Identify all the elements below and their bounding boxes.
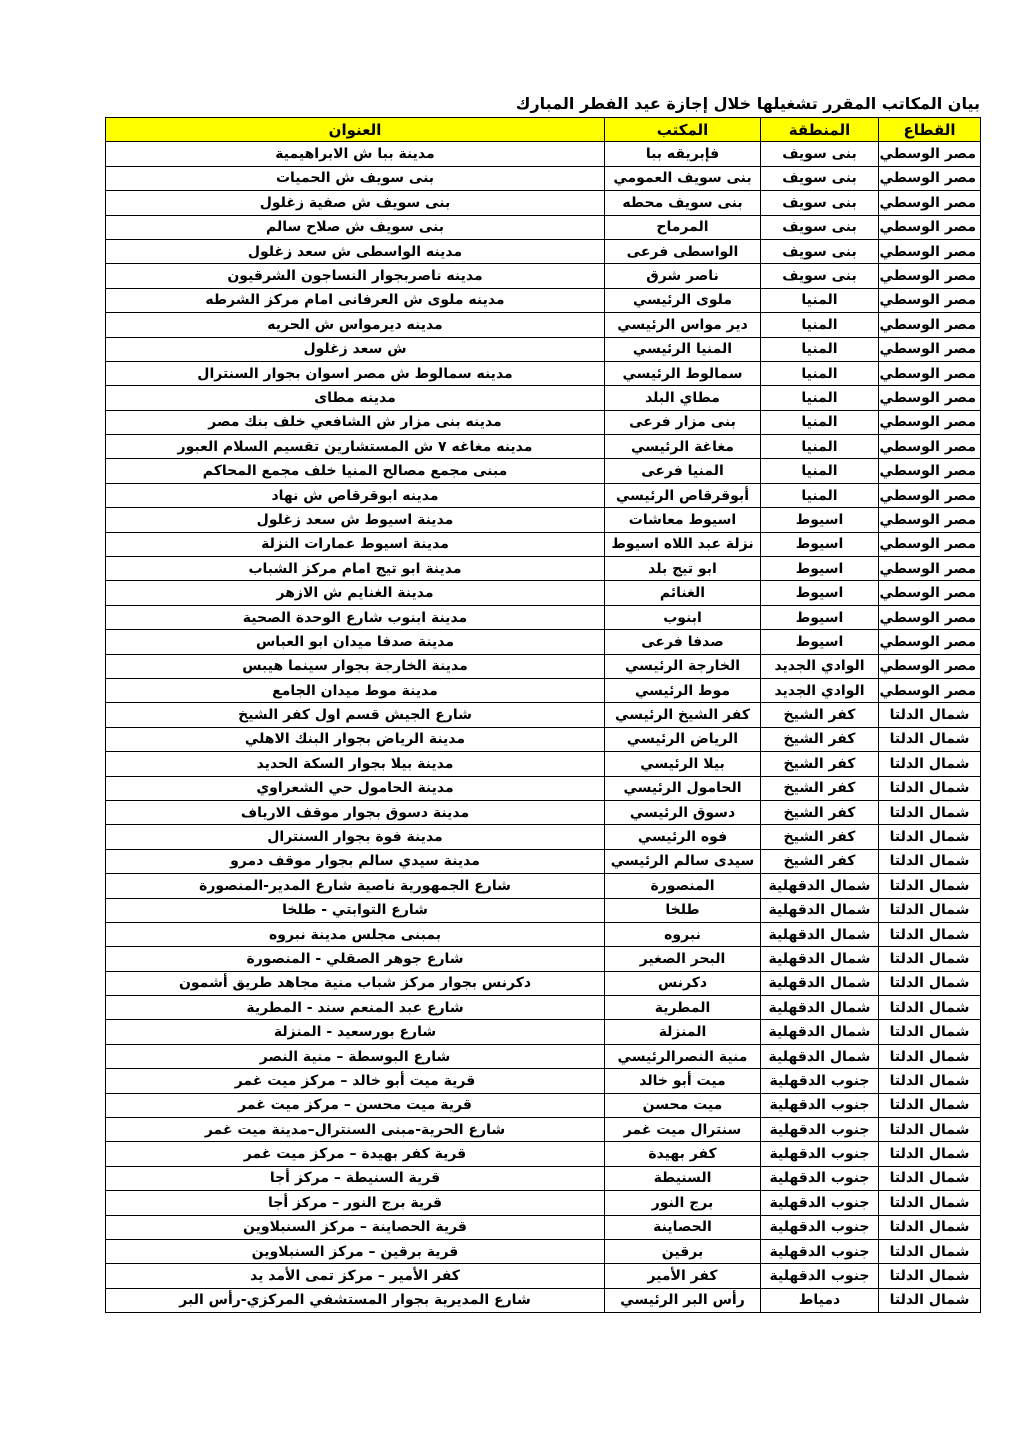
cell-office: مغاغة الرئيسي [605,435,761,459]
cell-office: البحر الصغير [605,947,761,971]
table-row [106,166,981,190]
cell-office: الغنائم [605,581,761,605]
cell-sector: مصر الوسطي [879,215,981,239]
cell-address: قرية ميت محسن – مركز ميت غمر [106,1093,605,1117]
cell-region: دمياط [761,1288,879,1312]
cell-sector: مصر الوسطي [879,264,981,288]
cell-region: بنى سويف [761,191,879,215]
cell-sector: مصر الوسطي [879,166,981,190]
cell-address: مدينة سيدي سالم بجوار موقف دمرو [106,849,605,873]
cell-region: جنوب الدقهلية [761,1239,879,1263]
cell-address: مدينة الغنايم ش الازهر [106,581,605,605]
cell-address: مدينة الخارجة بجوار سينما هيبس [106,654,605,678]
table-row [106,1166,981,1190]
cell-address: مدينة بيلا بجوار السكة الحديد [106,752,605,776]
cell-office: برج النور [605,1191,761,1215]
table-row [106,1020,981,1044]
cell-region: كفر الشيخ [761,849,879,873]
cell-sector: شمال الدلتا [879,800,981,824]
cell-office: كفر الأمير [605,1264,761,1288]
cell-office: دكرنس [605,971,761,995]
cell-sector: مصر الوسطي [879,532,981,556]
cell-address: مدينة اسيوط ش سعد زغلول [106,508,605,532]
cell-region: اسيوط [761,557,879,581]
table-row [106,849,981,873]
cell-sector: شمال الدلتا [879,1118,981,1142]
cell-sector: شمال الدلتا [879,727,981,751]
cell-office: المطرية [605,996,761,1020]
column-header-sector: القطاع [879,118,981,142]
cell-address: مدينة ابو تيج امام مركز الشباب [106,557,605,581]
table-row [106,410,981,434]
cell-office: برقين [605,1239,761,1263]
cell-address: قرية برج النور – مركز أجا [106,1191,605,1215]
cell-sector: مصر الوسطي [879,142,981,166]
cell-sector: مصر الوسطي [879,239,981,263]
cell-sector: شمال الدلتا [879,1239,981,1263]
cell-sector: شمال الدلتا [879,849,981,873]
table-row [106,825,981,849]
cell-address: مدينه ملوى ش العرفانى امام مركز الشرطه [106,288,605,312]
cell-address: شارع الحرية-مبنى السنترال–مدينة ميت غمر [106,1118,605,1142]
cell-sector: شمال الدلتا [879,1215,981,1239]
table-row [106,703,981,727]
cell-sector: مصر الوسطي [879,191,981,215]
table-row [106,1239,981,1263]
cell-office: فوه الرئيسي [605,825,761,849]
cell-address: مدينه ناصربجوار النساجون الشرقيون [106,264,605,288]
cell-office: بنى مزار فرعى [605,410,761,434]
cell-address: شارع المديرية بجوار المستشفي المركزي-رأس البر [106,1288,605,1312]
table-row [106,215,981,239]
table-row [106,337,981,361]
cell-office: المرماح [605,215,761,239]
cell-sector: مصر الوسطي [879,605,981,629]
cell-region: كفر الشيخ [761,752,879,776]
cell-office: المنزلة [605,1020,761,1044]
cell-address: مدينة ببا ش الابراهيمية [106,142,605,166]
offices-table [105,117,981,1313]
cell-region: جنوب الدقهلية [761,1069,879,1093]
table-row [106,1093,981,1117]
cell-region: بنى سويف [761,215,879,239]
cell-sector: شمال الدلتا [879,776,981,800]
cell-sector: شمال الدلتا [879,703,981,727]
cell-address: قرية برقين – مركز السنبلاوين [106,1239,605,1263]
cell-address: شارع الجيش قسم اول كفر الشيخ [106,703,605,727]
cell-address: مدينه سمالوط ش مصر اسوان بجوار السنترال [106,361,605,385]
cell-address: قرية كفر بهيدة – مركز ميت غمر [106,1142,605,1166]
cell-address: بنى سويف ش صلاح سالم [106,215,605,239]
cell-address: مدينه بنى مزار ش الشافعي خلف بنك مصر [106,410,605,434]
cell-office: بيلا الرئيسي [605,752,761,776]
cell-sector: مصر الوسطي [879,678,981,702]
cell-region: المنيا [761,410,879,434]
cell-address: شارع التوابتي - طلخا [106,898,605,922]
cell-office: ناصر شرق [605,264,761,288]
cell-address: مبنى مجمع مصالح المنيا خلف مجمع المحاكم [106,459,605,483]
cell-sector: شمال الدلتا [879,874,981,898]
cell-region: جنوب الدقهلية [761,1166,879,1190]
cell-region: شمال الدقهلية [761,947,879,971]
cell-address: مدينة اسيوط عمارات النزلة [106,532,605,556]
cell-sector: شمال الدلتا [879,1044,981,1068]
table-row [106,776,981,800]
cell-office: الخارجة الرئيسي [605,654,761,678]
cell-region: جنوب الدقهلية [761,1215,879,1239]
cell-office: نزلة عبد اللاه اسيوط [605,532,761,556]
cell-region: المنيا [761,483,879,507]
cell-sector: مصر الوسطي [879,557,981,581]
table-row [106,288,981,312]
cell-region: المنيا [761,288,879,312]
cell-sector: مصر الوسطي [879,630,981,654]
cell-region: شمال الدقهلية [761,996,879,1020]
table-row [106,678,981,702]
table-row [106,898,981,922]
cell-office: موط الرئيسي [605,678,761,702]
cell-address: مدينه ديرمواس ش الحريه [106,313,605,337]
cell-office: بنى سويف محطه [605,191,761,215]
table-row [106,264,981,288]
cell-region: جنوب الدقهلية [761,1142,879,1166]
cell-region: الوادي الجديد [761,654,879,678]
cell-office: ابو تيج بلد [605,557,761,581]
table-row [106,1215,981,1239]
cell-sector: شمال الدلتا [879,825,981,849]
cell-office: صدفا فرعى [605,630,761,654]
table-row [106,483,981,507]
table-row [106,1069,981,1093]
cell-sector: مصر الوسطي [879,654,981,678]
table-row [106,532,981,556]
cell-office: اسيوط معاشات [605,508,761,532]
table-row [106,459,981,483]
table-row [106,922,981,946]
page-title: بيان المكاتب المقرر تشغيلها خلال إجازة عيد الفطر المبارك [515,94,980,113]
cell-region: جنوب الدقهلية [761,1264,879,1288]
table-row [106,752,981,776]
column-header-address: العنوان [106,118,605,142]
cell-region: المنيا [761,337,879,361]
cell-region: اسيوط [761,605,879,629]
cell-address: شارع الجمهورية ناصية شارع المدير-المنصورة [106,874,605,898]
cell-office: المنيا فرعى [605,459,761,483]
cell-address: قرية السنيطة – مركز أجا [106,1166,605,1190]
table-row [106,1044,981,1068]
cell-sector: شمال الدلتا [879,1142,981,1166]
cell-address: مدينة ابنوب شارع الوحدة الصحية [106,605,605,629]
table-row [106,1191,981,1215]
cell-sector: مصر الوسطي [879,483,981,507]
cell-address: بنى سويف ش صفية زغلول [106,191,605,215]
table-row [106,971,981,995]
cell-address: دكرنس بجوار مركز شباب منية مجاهد طريق أشمون [106,971,605,995]
cell-office: الواسطى فرعى [605,239,761,263]
cell-region: جنوب الدقهلية [761,1093,879,1117]
cell-office: المنصورة [605,874,761,898]
cell-address: مدينه مغاغه ٧ ش المستشارين تقسيم السلام العبور [106,435,605,459]
table-body [106,142,981,1313]
cell-address: مدينه ابوقرقاص ش نهاد [106,483,605,507]
cell-address: مدينة الرياض بجوار البنك الاهلي [106,727,605,751]
cell-office: دير مواس الرئيسي [605,313,761,337]
table-row [106,361,981,385]
table-row [106,435,981,459]
cell-sector: مصر الوسطي [879,288,981,312]
cell-sector: مصر الوسطي [879,337,981,361]
cell-office: بنى سويف العمومي [605,166,761,190]
cell-region: بنى سويف [761,239,879,263]
cell-sector: شمال الدلتا [879,947,981,971]
cell-sector: مصر الوسطي [879,508,981,532]
cell-office: دسوق الرئيسي [605,800,761,824]
cell-address: مدينة الحامول حي الشعراوي [106,776,605,800]
cell-address: مدينة فوة بجوار السنترال [106,825,605,849]
table-row [106,874,981,898]
cell-office: سيدى سالم الرئيسي [605,849,761,873]
table-row [106,800,981,824]
cell-address: بنى سويف ش الحميات [106,166,605,190]
table-row [106,654,981,678]
cell-sector: شمال الدلتا [879,1191,981,1215]
cell-address: قرية الحصاينة – مركز السنبلاوين [106,1215,605,1239]
table-row [106,386,981,410]
cell-region: المنيا [761,435,879,459]
cell-office: مطاي البلد [605,386,761,410]
column-header-office: المكتب [605,118,761,142]
table-row [106,142,981,166]
cell-region: الوادي الجديد [761,678,879,702]
cell-office: رأس البر الرئيسي [605,1288,761,1312]
cell-region: المنيا [761,361,879,385]
cell-region: كفر الشيخ [761,776,879,800]
cell-sector: مصر الوسطي [879,581,981,605]
cell-region: شمال الدقهلية [761,971,879,995]
cell-region: كفر الشيخ [761,800,879,824]
cell-sector: شمال الدلتا [879,971,981,995]
cell-region: شمال الدقهلية [761,1020,879,1044]
table-row [106,1118,981,1142]
cell-sector: شمال الدلتا [879,1264,981,1288]
table-row [106,191,981,215]
cell-sector: شمال الدلتا [879,1020,981,1044]
cell-office: الحامول الرئيسي [605,776,761,800]
cell-region: جنوب الدقهلية [761,1118,879,1142]
cell-region: شمال الدقهلية [761,898,879,922]
cell-region: المنيا [761,459,879,483]
table-row [106,996,981,1020]
cell-region: اسيوط [761,508,879,532]
table-row [106,605,981,629]
cell-region: اسيوط [761,532,879,556]
cell-region: بنى سويف [761,166,879,190]
table-row [106,313,981,337]
table-row [106,508,981,532]
cell-office: المنيا الرئيسي [605,337,761,361]
cell-office: أبوقرقاص الرئيسي [605,483,761,507]
table-row [106,1142,981,1166]
cell-region: شمال الدقهلية [761,922,879,946]
table-row [106,557,981,581]
cell-address: كفر الأمير – مركز تمى الأمد يد [106,1264,605,1288]
table-header-row [106,118,981,142]
cell-address: شارع عبد المنعم سند - المطرية [106,996,605,1020]
cell-office: فإبريقه ببا [605,142,761,166]
table-row [106,947,981,971]
cell-office: منية النصرالرئيسي [605,1044,761,1068]
table-row [106,1264,981,1288]
cell-region: شمال الدقهلية [761,1044,879,1068]
cell-address: قرية ميت أبو خالد – مركز ميت غمر [106,1069,605,1093]
cell-sector: مصر الوسطي [879,459,981,483]
cell-region: شمال الدقهلية [761,874,879,898]
cell-office: سمالوط الرئيسي [605,361,761,385]
cell-address: مدينة دسوق بجوار موقف الارياف [106,800,605,824]
cell-address: شارع بورسعيد - المنزلة [106,1020,605,1044]
column-header-region: المنطقة [761,118,879,142]
cell-office: نبروه [605,922,761,946]
table-row [106,581,981,605]
cell-region: المنيا [761,313,879,337]
cell-region: المنيا [761,386,879,410]
cell-sector: شمال الدلتا [879,1069,981,1093]
cell-region: كفر الشيخ [761,703,879,727]
cell-office: الحصاينة [605,1215,761,1239]
table-row [106,727,981,751]
cell-office: ميت محسن [605,1093,761,1117]
cell-sector: شمال الدلتا [879,922,981,946]
cell-sector: شمال الدلتا [879,1166,981,1190]
table-row [106,239,981,263]
cell-sector: مصر الوسطي [879,313,981,337]
cell-address: شارع البوسطة – منية النصر [106,1044,605,1068]
cell-sector: شمال الدلتا [879,1093,981,1117]
cell-sector: شمال الدلتا [879,996,981,1020]
cell-sector: مصر الوسطي [879,361,981,385]
cell-office: ابنوب [605,605,761,629]
cell-office: الرياض الرئيسي [605,727,761,751]
cell-address: مدينه مطاى [106,386,605,410]
cell-sector: مصر الوسطي [879,435,981,459]
table-row [106,1288,981,1312]
cell-address: مدينة صدفا ميدان ابو العباس [106,630,605,654]
cell-office: طلخا [605,898,761,922]
cell-region: كفر الشيخ [761,825,879,849]
cell-region: اسيوط [761,581,879,605]
cell-office: كفر الشيخ الرئيسي [605,703,761,727]
cell-sector: مصر الوسطي [879,386,981,410]
cell-office: سنترال ميت غمر [605,1118,761,1142]
table-row [106,630,981,654]
cell-office: ملوى الرئيسي [605,288,761,312]
cell-address: مدينه الواسطى ش سعد زغلول [106,239,605,263]
cell-address: شارع جوهر الصقلي - المنصورة [106,947,605,971]
cell-sector: مصر الوسطي [879,410,981,434]
cell-region: جنوب الدقهلية [761,1191,879,1215]
cell-sector: شمال الدلتا [879,752,981,776]
cell-region: كفر الشيخ [761,727,879,751]
cell-region: اسيوط [761,630,879,654]
cell-sector: شمال الدلتا [879,1288,981,1312]
cell-region: بنى سويف [761,142,879,166]
cell-office: السنيطة [605,1166,761,1190]
cell-region: بنى سويف [761,264,879,288]
cell-address: بمبنى مجلس مدينة نبروه [106,922,605,946]
cell-office: كفر بهيدة [605,1142,761,1166]
cell-address: مدينة موط ميدان الجامع [106,678,605,702]
cell-address: ش سعد زغلول [106,337,605,361]
cell-sector: شمال الدلتا [879,898,981,922]
cell-office: ميت أبو خالد [605,1069,761,1093]
